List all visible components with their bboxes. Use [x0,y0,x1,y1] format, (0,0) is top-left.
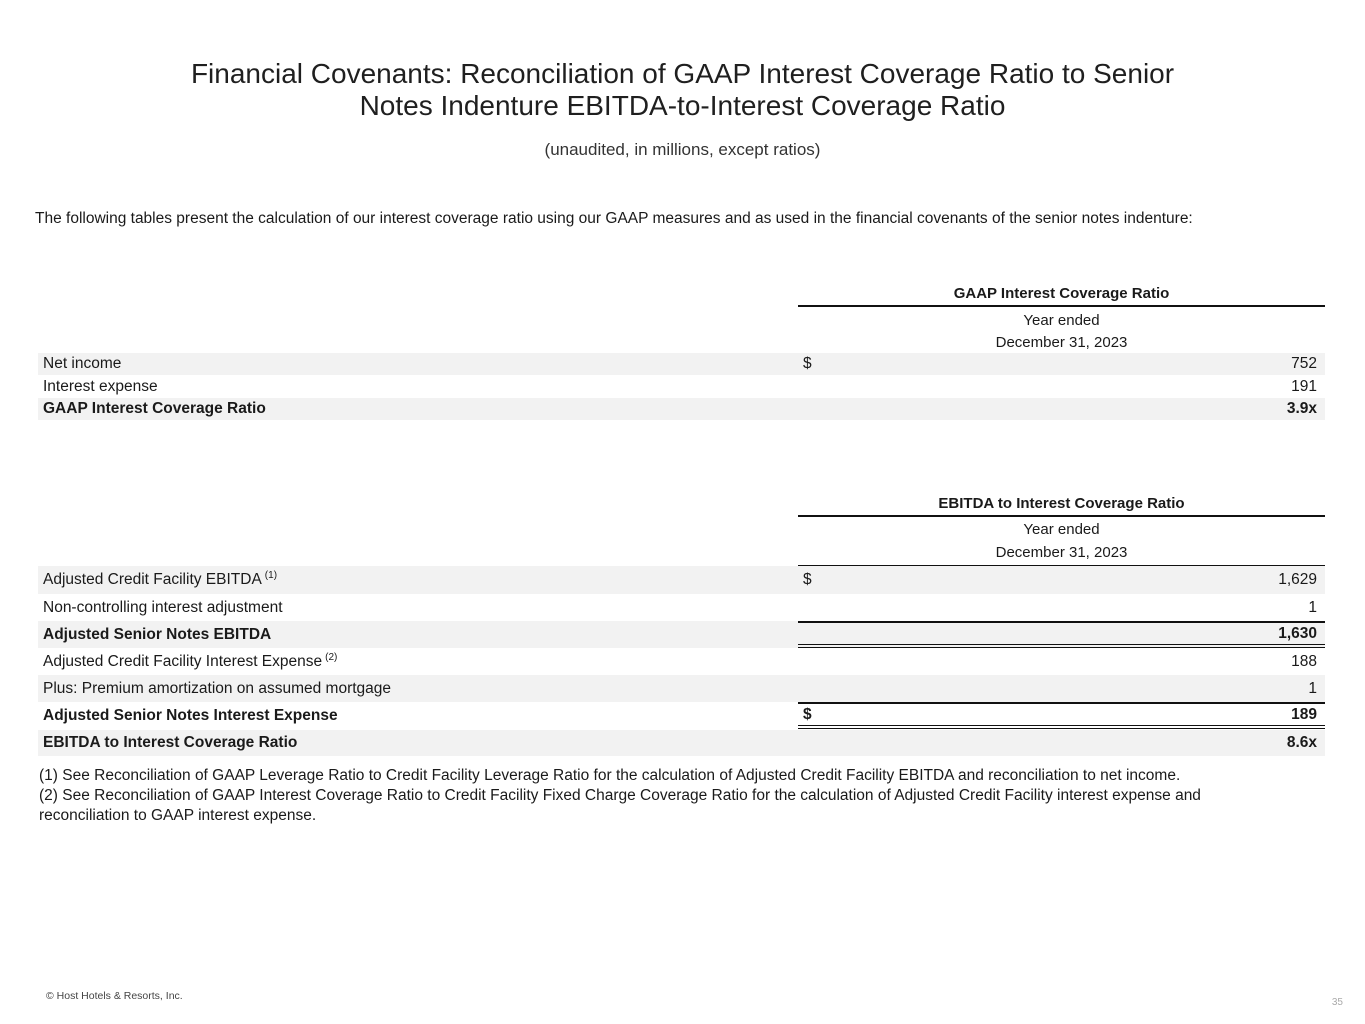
row-value: 188 [1291,652,1317,670]
row-value: 1,629 [1278,571,1317,588]
row-value: 3.9x [1286,400,1317,417]
table-row [38,648,1325,675]
footnote-ref: (2) [325,651,338,663]
row-value: 191 [1291,377,1317,395]
row-label: Adjusted Senior Notes EBITDA [43,625,272,643]
gaap-coverage-table [38,283,1325,423]
currency-symbol: $ [803,571,812,588]
page-title [0,58,1365,122]
table-row-subtotal [38,621,1325,648]
intro-paragraph: The following tables present the calculation of our interest coverage ratio using our GAAP measures and as used in the financial covenants of the senior notes indenture: [35,210,1193,227]
row-value: 1 [1308,679,1317,697]
row-label: Plus: Premium amortization on assumed mortgage [43,679,392,697]
table-header [798,283,1325,355]
period-date: December 31, 2023 [798,541,1325,566]
footnote-ref: (1) [264,570,278,582]
currency-symbol: $ [803,355,812,372]
row-label: Net income [43,355,122,372]
row-label: Adjusted Credit Facility Interest Expense [43,653,323,671]
footnote-2: (2) See Reconciliation of GAAP Interest Coverage Ratio to Credit Facility Fixed Charge Coverage Ratio for the calculation of Adjusted Credit Facility interest expense and reconciliation to GAAP interest expense. [39,787,1201,824]
table-row-subtotal [38,702,1325,729]
row-value: 1 [1308,598,1317,616]
period-label: Year ended [1023,312,1100,329]
copyright: © Host Hotels & Resorts, Inc. [46,990,183,1002]
table-header [798,493,1325,566]
table-row-total [38,398,1325,420]
period-label: Year ended [1023,521,1100,538]
row-label: Interest expense [43,377,158,395]
row-value: 189 [1291,705,1317,723]
row-label: EBITDA to Interest Coverage Ratio [43,734,298,751]
page-number: 35 [1331,997,1343,1008]
title-line-1: Financial Covenants: Reconciliation of GAAP Interest Coverage Ratio to Senior [190,58,1175,89]
table-row-total [38,730,1325,756]
table-header-title: EBITDA to Interest Coverage Ratio [798,493,1325,517]
row-label: Adjusted Credit Facility EBITDA [43,571,262,589]
row-label: Adjusted Senior Notes Interest Expense [43,706,338,724]
currency-symbol: $ [803,705,812,723]
table-row [38,594,1325,621]
page-subtitle: (unaudited, in millions, except ratios) [544,140,821,159]
row-label: GAAP Interest Coverage Ratio [43,400,266,417]
row-value: 8.6x [1286,734,1317,751]
row-value: 1,630 [1278,624,1317,642]
table-row [38,675,1325,702]
table-header-title: GAAP Interest Coverage Ratio [798,283,1325,307]
ebitda-coverage-table [38,493,1325,758]
footnote-1: (1) See Reconciliation of GAAP Leverage Ratio to Credit Facility Leverage Ratio for the calculation of Adjusted Credit Facility EBITDA and reconciliation to net income. [39,767,1181,784]
row-value: 752 [1291,355,1317,372]
table-row [38,353,1325,375]
table-row [38,375,1325,398]
title-line-2: Notes Indenture EBITDA-to-Interest Coverage Ratio [359,90,1006,121]
period-date: December 31, 2023 [798,332,1325,355]
footnotes [39,766,1259,826]
table-row [38,566,1325,594]
row-label: Non-controlling interest adjustment [43,598,283,616]
